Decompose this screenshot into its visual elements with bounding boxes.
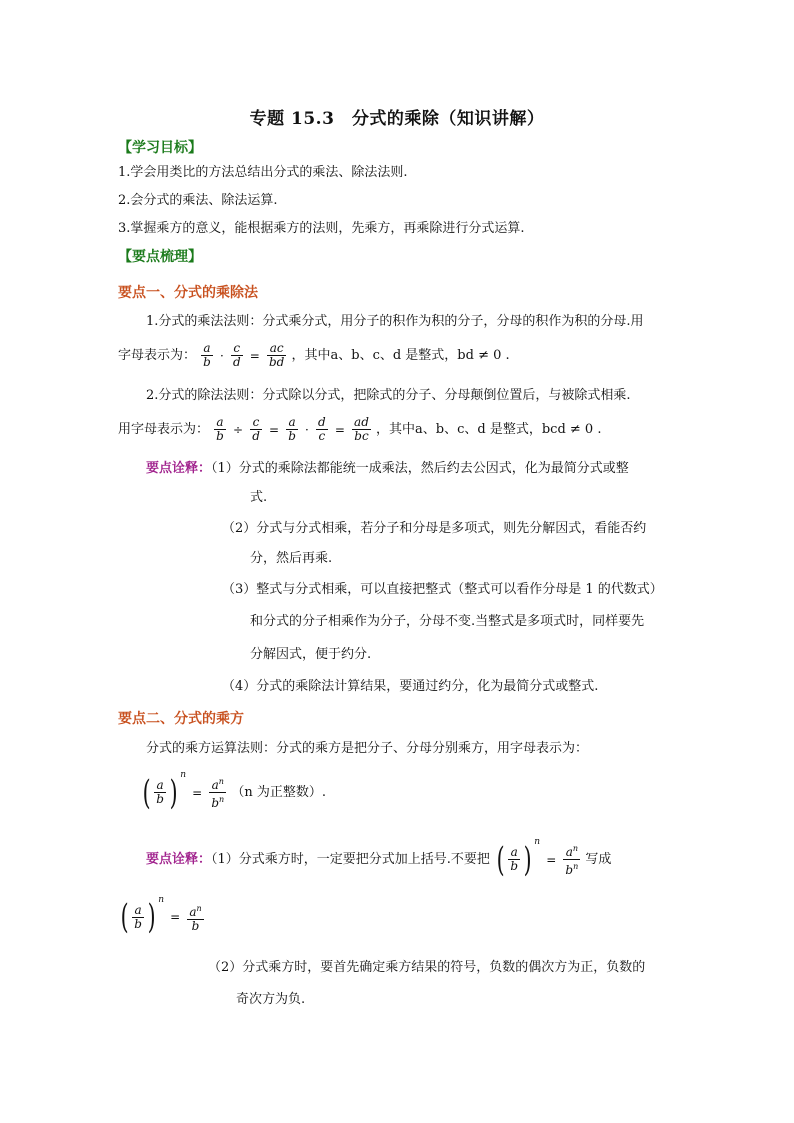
multiplication-rule-text: 1.分式的乘法法则：分式乘分式，用分子的积作为积的分子，分母的积作为积的分母.用 bbox=[146, 314, 644, 329]
fraction-a-over-b: $\frac{a}{b}$ bbox=[288, 415, 296, 443]
fraction-c-over-d: $\frac{c}{d}$ bbox=[232, 341, 241, 369]
note-1-line bbox=[146, 459, 629, 479]
formula-condition: ，其中a、b、c、d 是整式，bd ≠ 0 . bbox=[291, 348, 510, 363]
goal-item-2: 2.会分式的乘法、除法运算. bbox=[118, 193, 278, 208]
goal-item-1: 1.学会用类比的方法总结出分式的乘法、除法法则. bbox=[118, 165, 408, 180]
power-note-2-cont: 奇次方为负. bbox=[236, 992, 306, 1007]
fraction-a-over-b: $\frac{a}{b}$ bbox=[134, 902, 142, 931]
division-rule-text: 2.分式的除法法则：分式除以分式，把除式的分子、分母颠倒位置后，与被除式相乘. bbox=[146, 388, 631, 403]
note-3-cont-1: 和分式的分子相乘作为分子，分母不变.当整式是多项式时，同样要先 bbox=[250, 614, 645, 629]
fraction-c-over-d: $\frac{c}{d}$ bbox=[252, 415, 260, 443]
power-rule-text: 分式的乘方运算法则：分式的乘方是把分子、分母分别乘方，用字母表示为： bbox=[146, 741, 589, 756]
fraction-an-over-bn: $\frac{a^n}{b^n}$ bbox=[211, 777, 225, 810]
formula-prefix: 用字母表示为： bbox=[118, 422, 210, 437]
note-3-cont-2: 分解因式，便于约分. bbox=[250, 647, 372, 662]
note-4-line: （4）分式的乘除法计算结果，要通过约分，化为最简分式或整式. bbox=[222, 679, 599, 694]
power-note-2-line: （2）分式乘方时，要首先确定乘方结果的符号，负数的偶次方为正，负数的 bbox=[208, 960, 646, 975]
note-2-cont: 分，然后再乘. bbox=[250, 551, 333, 566]
fraction-ac-over-bd: $\frac{ac}{bd}$ bbox=[268, 341, 285, 369]
fraction-a-over-b: $\frac{a}{b}$ bbox=[156, 778, 164, 806]
formula-prefix: 字母表示为： bbox=[118, 348, 197, 363]
note-text: （1）分式的乘除法都能统一成乘法，然后约去公因式，化为最简分式或整 bbox=[211, 461, 629, 476]
fraction-a-over-b: $\frac{a}{b}$ bbox=[510, 845, 519, 873]
note-label: 要点诠释： bbox=[146, 461, 212, 476]
power-formula-line: ( $\frac{a}{b}$ ) $^n$ = $\frac{a^n}{b^n}$ （n 为正整数）. bbox=[142, 770, 326, 813]
page-title: 专题 15.3 分式的乘除（知识讲解） bbox=[249, 109, 545, 129]
power-note-1-line: 要点诠释：（1）分式乘方时，一定要把分式加上括号.不要把 ( $\frac{a}{b}$ ) $^n$ = $\frac{a^n}{b^n}$ 写成 bbox=[146, 837, 612, 880]
goal-item-3: 3.掌握乘方的意义，能根据乘方的法则，先乘方，再乘除进行分式运算. bbox=[118, 221, 525, 236]
key-points-header: 【要点梳理】 bbox=[118, 249, 202, 265]
fraction-ad-over-bc: $\frac{ad}{bc}$ bbox=[354, 415, 369, 443]
learning-goals-header: 【学习目标】 bbox=[118, 140, 202, 156]
section-heading-2: 要点二、分式的乘方 bbox=[118, 711, 244, 727]
note-2-line: （2）分式与分式相乘，若分子和分母是多项式，则先分解因式，看能否约 bbox=[222, 521, 647, 536]
note-3-line: （3）整式与分式相乘，可以直接把整式（整式可以看作分母是 1 的代数式） bbox=[222, 582, 663, 597]
section-heading-1: 要点一、分式的乘除法 bbox=[118, 285, 258, 301]
note-text: 写成 bbox=[585, 852, 612, 867]
wrong-form-formula: ( $\frac{a}{b}$ ) $^n$ = $\frac{a^n}{b}$ bbox=[120, 895, 202, 937]
fraction-a-over-b: $\frac{a}{b}$ bbox=[203, 341, 211, 369]
fraction-a-over-b: $\frac{a}{b}$ bbox=[216, 415, 224, 443]
note-text: （1）分式乘方时，一定要把分式加上括号.不要把 bbox=[211, 852, 490, 867]
note-1-cont: 式. bbox=[250, 490, 268, 505]
note-label: 要点诠释： bbox=[146, 852, 212, 867]
multiplication-formula-line: 字母表示为： $\frac{a}{b}$ · $\frac{c}{d}$ = $\frac{ac}{bd}$ ，其中a、b、c、d 是整式，bd ≠ 0 . bbox=[118, 341, 510, 369]
fraction-d-over-c: $\frac{d}{c}$ bbox=[318, 415, 326, 443]
formula-condition: （n 为正整数）. bbox=[231, 785, 326, 800]
formula-condition: ，其中a、b、c、d 是整式，bcd ≠ 0 . bbox=[376, 422, 602, 437]
fraction-an-over-b: $\frac{a^n}{b}$ bbox=[189, 903, 202, 933]
division-formula-line: 用字母表示为： $\frac{a}{b}$ ÷ $\frac{c}{d}$ = $\frac{a}{b}$ · $\frac{d}{c}$ = $\frac{ad}{bc}$ ，其中a、b、c、d 是整式，bcd ≠ 0 . bbox=[118, 415, 602, 443]
fraction-an-over-bn: $\frac{a^n}{b^n}$ bbox=[565, 844, 579, 877]
